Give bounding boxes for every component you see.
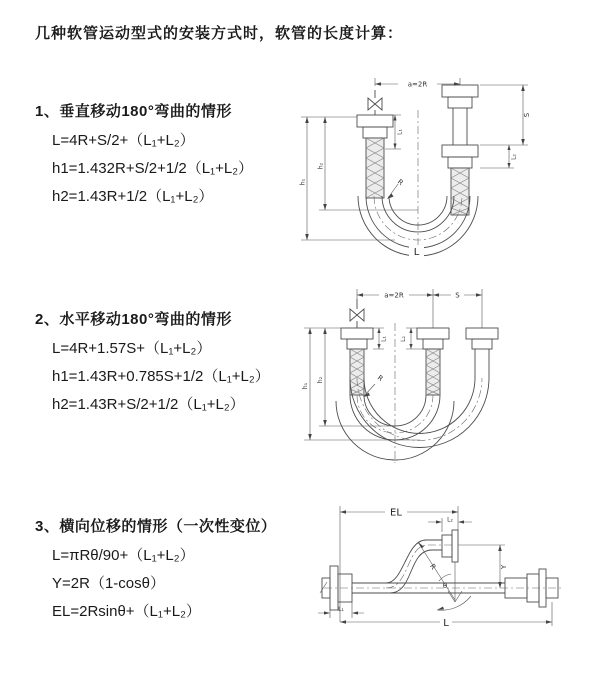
l2-label: L₂ <box>510 154 518 160</box>
radius-label <box>387 178 405 199</box>
formula-l: L=4R+S/2+（L₁+L₂） <box>52 132 195 149</box>
dim-l1 <box>318 602 364 618</box>
formula-h1: h1=1.432R+S/2+1/2（L₁+L₂） <box>52 160 254 177</box>
centerline-tick <box>320 582 327 593</box>
formula-h1: h1=1.43R+0.785S+1/2（L₁+L₂） <box>52 368 270 385</box>
left-flange-connector <box>341 328 373 395</box>
r-label: R <box>375 373 385 384</box>
h2-label: h₂ <box>317 376 324 384</box>
shifted-flange-connector <box>466 328 498 378</box>
l-label: L <box>413 247 420 258</box>
diagram-horizontal-180-bend <box>295 283 595 468</box>
radius-label <box>363 374 385 397</box>
formula-y: Y=2R（1-cosθ） <box>52 575 165 592</box>
theta-label: θ <box>442 582 448 590</box>
el-label: EL <box>390 507 402 519</box>
valve-icon <box>350 299 364 328</box>
l2-label: L₂ <box>447 516 453 524</box>
a2r-label: a=2R <box>407 80 428 89</box>
section-lateral-displacement <box>35 515 305 626</box>
section-1-heading: 1、垂直移动180°弯曲的情形 <box>35 103 232 120</box>
valve-icon <box>368 90 382 115</box>
dim-l <box>340 602 552 629</box>
r-label: R <box>427 562 438 572</box>
dim-l1 <box>385 115 404 149</box>
h1-label: h₁ <box>299 178 307 186</box>
dim-el <box>340 506 458 622</box>
y-label: Y <box>500 564 508 570</box>
radius-and-angle <box>418 542 471 610</box>
l-label: L <box>443 618 449 629</box>
r-label: R <box>395 177 405 188</box>
l1-label: L₁ <box>338 606 344 613</box>
section-horizontal-movement <box>35 308 305 419</box>
formula-l: L=πRθ/90+（L₁+L₂） <box>52 547 195 564</box>
section-vertical-movement <box>35 100 305 211</box>
middle-flange-connector <box>417 328 449 395</box>
dim-l1 <box>373 328 388 349</box>
dim-a2r <box>357 289 482 328</box>
section-3-heading: 3、横向位移的情形（一次性变位） <box>35 518 277 535</box>
diagram-lateral-displacement <box>300 498 600 658</box>
formula-h2: h2=1.43R+S/2+1/2（L₁+L₂） <box>52 396 245 413</box>
upper-flange-connector <box>442 530 458 562</box>
s-label: S <box>523 112 531 118</box>
dim-l2 <box>480 145 518 168</box>
right-flange-connector <box>442 85 478 215</box>
dim-l2 <box>428 515 472 532</box>
l1-label: L₁ <box>396 129 404 135</box>
s-label: S <box>455 291 460 300</box>
formula-l: L=4R+1.57S+（L₁+L₂） <box>52 340 212 357</box>
page-title: 几种软管运动型式的安装方式时，软管的长度计算： <box>35 25 404 42</box>
dim-l2 <box>400 328 426 349</box>
diagram-vertical-180-bend <box>295 70 595 265</box>
l1-label: L₁ <box>380 336 388 342</box>
left-flange-connector <box>357 115 393 198</box>
dim-a2r <box>375 78 460 89</box>
a2r-label: a=2R <box>384 291 404 300</box>
section-2-heading: 2、水平移动180°弯曲的情形 <box>35 311 232 328</box>
l2-label: L₂ <box>400 336 407 342</box>
formula-el: EL=2Rsinθ+（L₁+L₂） <box>52 603 201 620</box>
formula-h2: h2=1.43R+1/2（L₁+L₂） <box>52 188 214 205</box>
dim-s <box>480 85 531 145</box>
dim-y <box>458 545 508 588</box>
h2-label: h₂ <box>317 162 325 170</box>
h1-label: h₁ <box>302 382 309 390</box>
